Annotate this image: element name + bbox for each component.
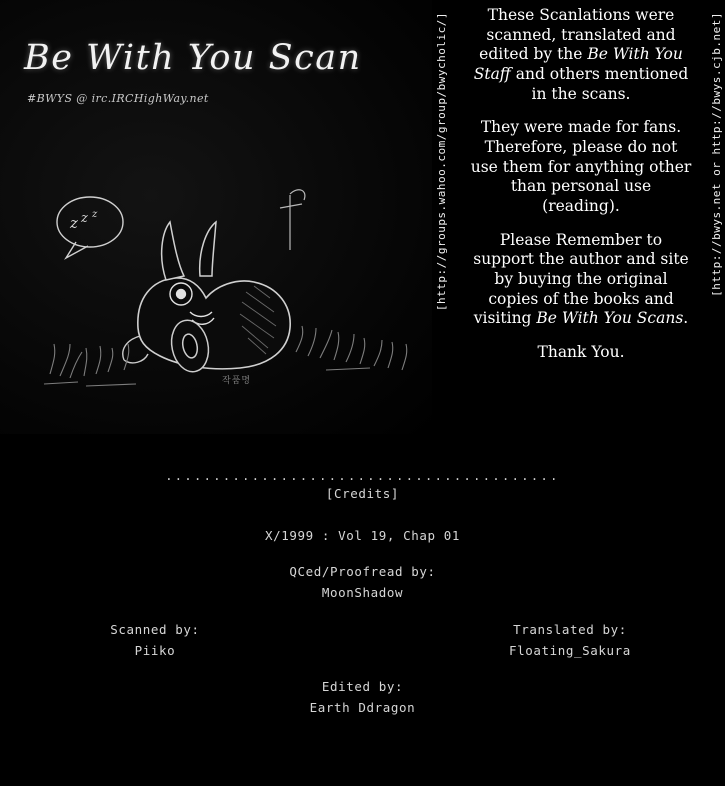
- svg-text:z: z: [92, 209, 98, 220]
- notice-paragraph-2: They were made for fans. Therefore, please do not use them for anything other than personal use (reading).: [470, 118, 692, 216]
- credit-name: MoonShadow: [321, 585, 404, 600]
- svg-text:z: z: [70, 214, 78, 232]
- notice-paragraph-3: [470, 231, 692, 329]
- credit-entry-qc: [0, 564, 725, 600]
- group-url-left[interactable]: [http://groups.wahoo.com/group/bwycholic/]: [435, 12, 448, 312]
- notice-thank-you: Thank You.: [537, 343, 625, 362]
- notice-p1-part1: These Scanlations were scanned, translated and edited by the: [479, 6, 676, 64]
- notice-p1-emphasis: Be With You Staff: [473, 45, 683, 84]
- credit-entry-editor: [0, 679, 725, 715]
- scan-group-title: Be With You Scan: [24, 38, 362, 78]
- notice-text: [470, 6, 692, 363]
- credits-series-line: X/1999 : Vol 19, Chap 01: [264, 528, 460, 543]
- notice-p1-part2: and others mentioned in the scans.: [510, 65, 689, 103]
- credit-name: Piiko: [134, 643, 176, 658]
- credit-entry-translator: [455, 622, 685, 658]
- credits-section: [0, 434, 725, 786]
- credit-role: Translated by:: [513, 622, 627, 637]
- scan-group-logo-block: [0, 0, 432, 434]
- credit-role: Scanned by:: [110, 622, 200, 637]
- credits-heading: [Credits]: [325, 486, 400, 501]
- scanlation-notice-panel: [432, 0, 725, 434]
- notice-p3-part1: Please Remember to support the author and site by buying the original copies of the books and visiting: [473, 230, 689, 328]
- svg-text:z: z: [81, 211, 88, 226]
- notice-p3-part2: .: [683, 309, 689, 328]
- credits-divider: .........................................: [165, 469, 560, 483]
- sketch-caption: 작품명: [222, 376, 252, 386]
- credit-role: Edited by:: [321, 679, 404, 694]
- group-url-right[interactable]: [http://bwys.net or http://bwys.cjb.net]: [710, 12, 723, 297]
- credit-entry-scanner: [40, 622, 270, 658]
- notice-paragraph-1: [470, 6, 692, 104]
- scan-group-irc-line: #BWYS @ irc.IRCHighWay.net: [27, 92, 209, 105]
- notice-p3-emphasis: Be With You Scans: [536, 309, 684, 328]
- credit-name: Earth Ddragon: [309, 700, 416, 715]
- credit-name: Floating_Sakura: [509, 643, 631, 658]
- credit-role: QCed/Proofread by:: [289, 564, 436, 579]
